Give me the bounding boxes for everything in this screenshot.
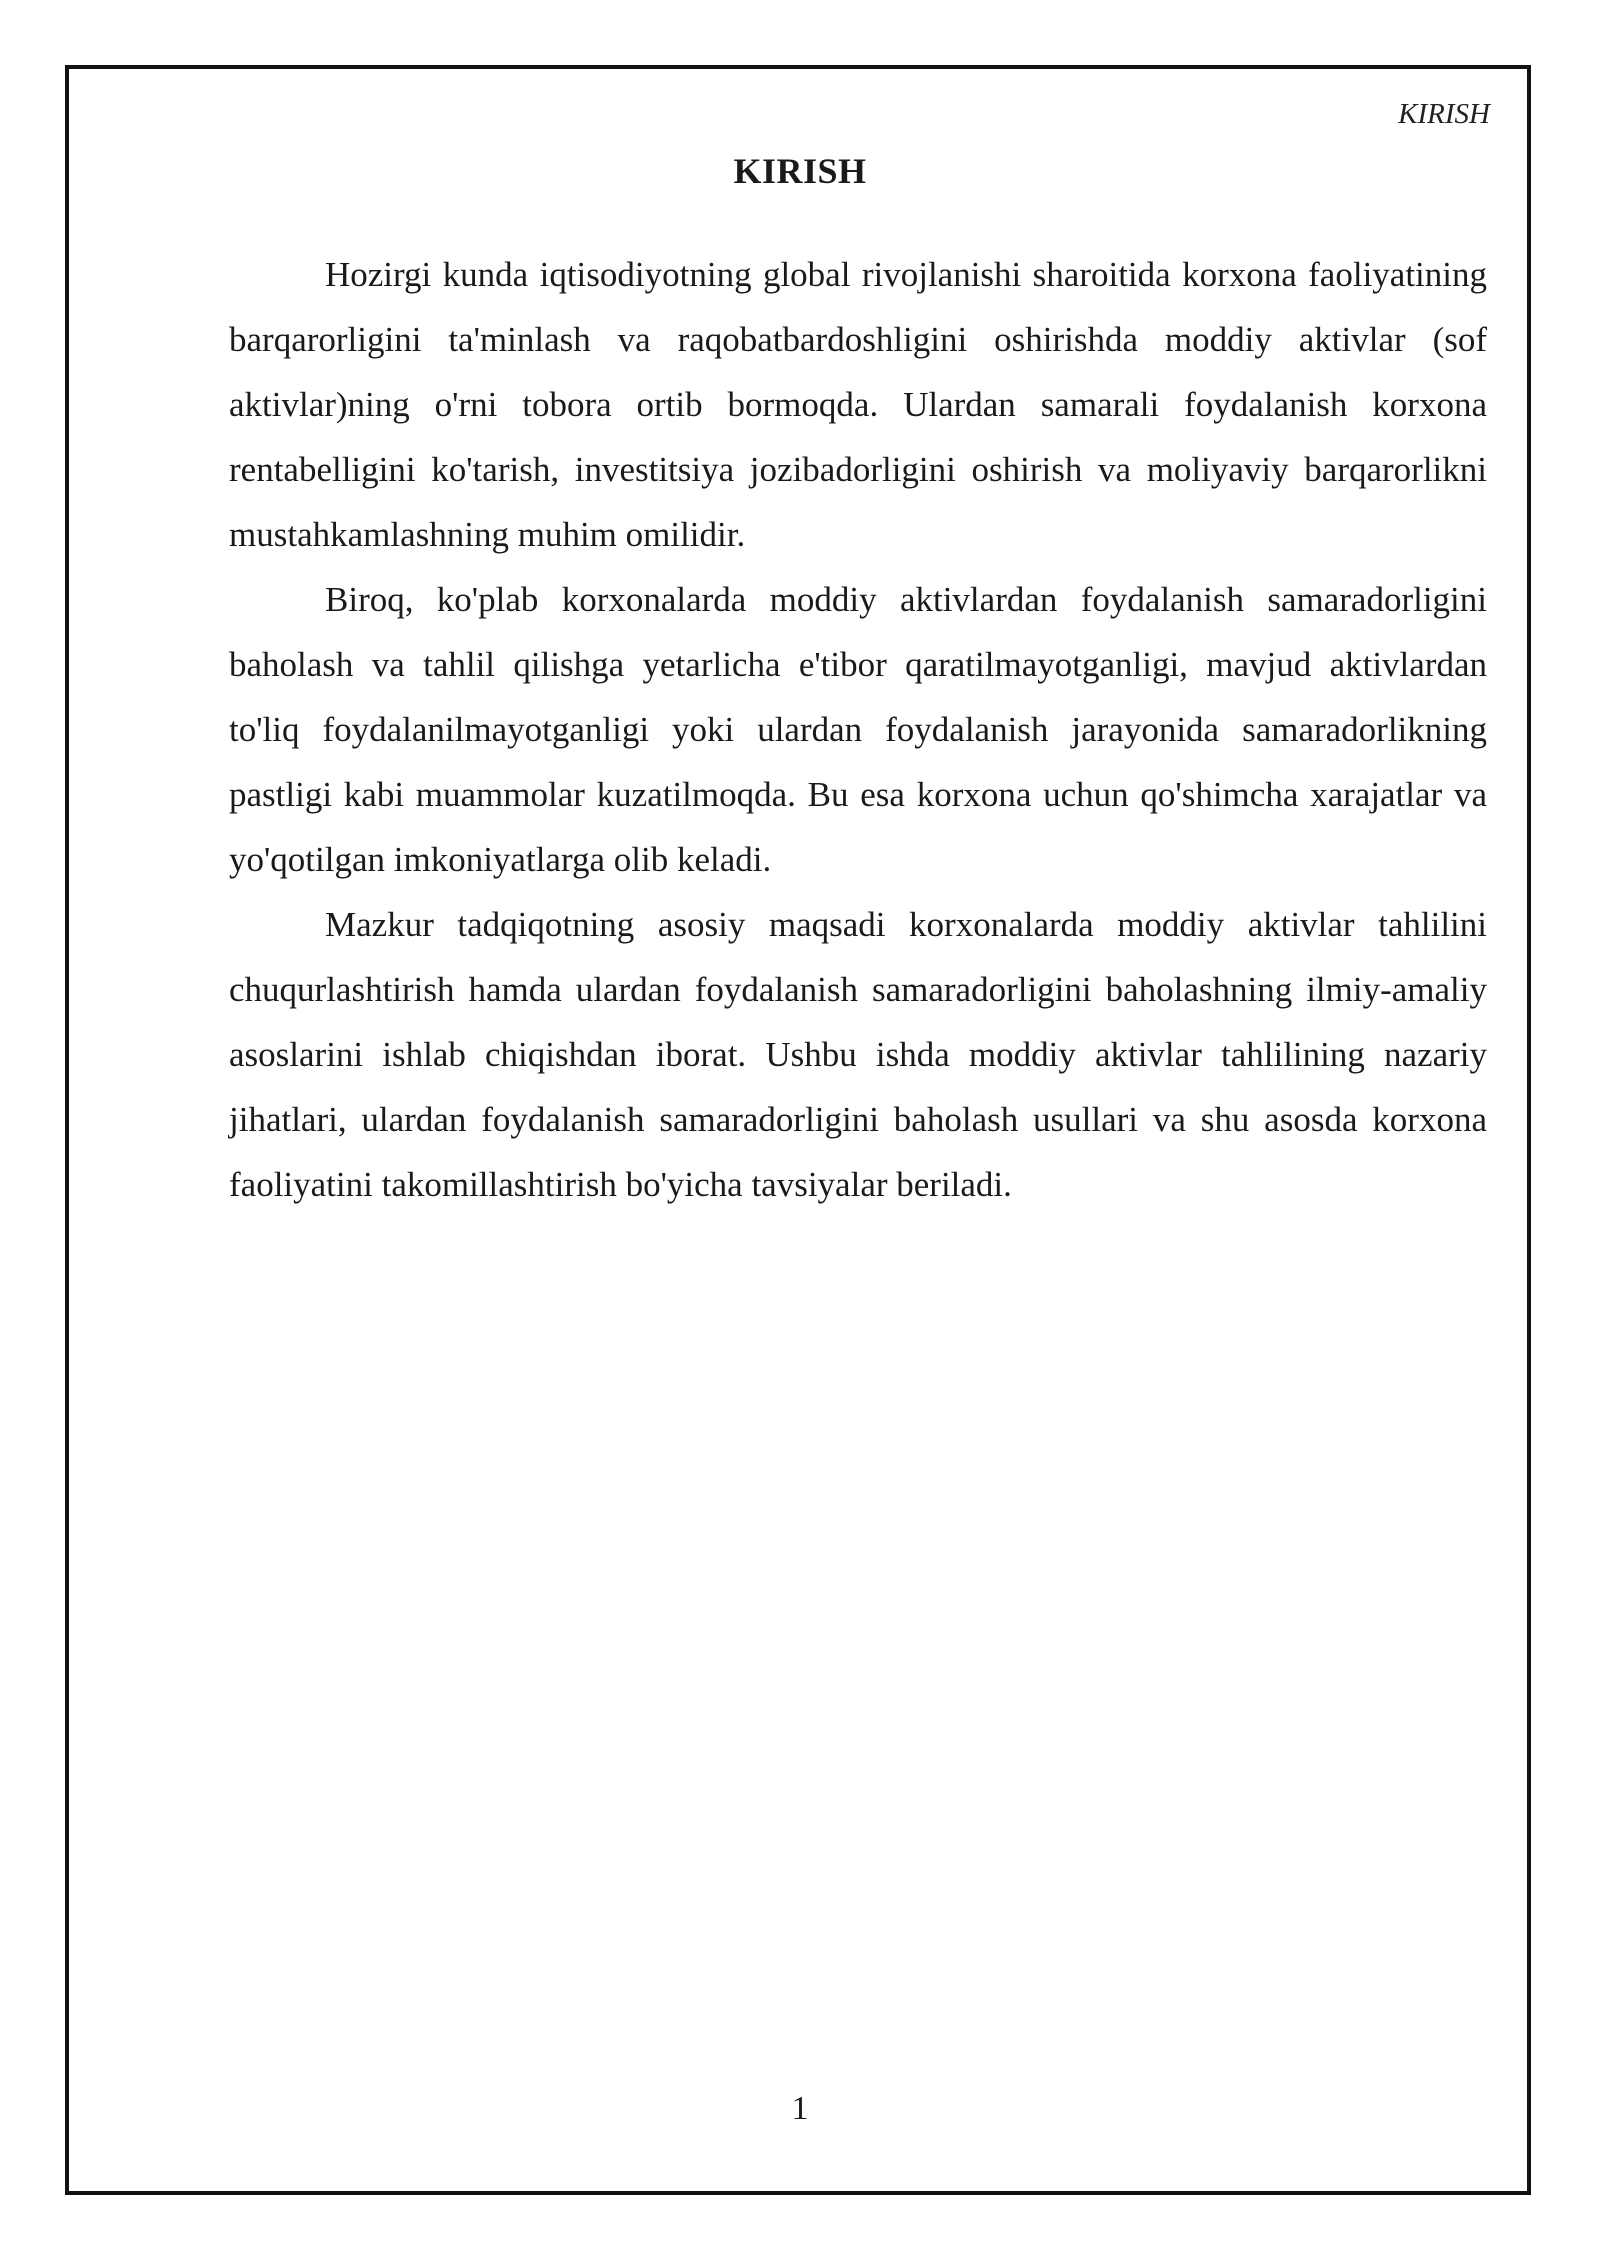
- running-header: KIRISH: [1398, 98, 1490, 130]
- page-number: 1: [791, 2090, 809, 2127]
- paragraph-2: Biroq, ko'plab korxonalarda moddiy aktivlardan foydalanish samaradorligini baholash va tahlil qilishga yetarlicha e'tibor qaratilmayotganligi, mavjud aktivlardan to'liq foydalanilmayotganligi yoki ulardan foydalanish jarayonida samaradorlikning pastligi kabi muammolar kuzatilmoqda. Bu esa korxona uchun qo'shimcha xarajatlar va yo'qotilgan imkoniyatlarga olib keladi.: [229, 580, 1487, 879]
- paragraph-1: Hozirgi kunda iqtisodiyotning global rivojlanishi sharoitida korxona faoliyatining barqarorligini ta'minlash va raqobatbardoshligini oshirishda moddiy aktivlar (sof aktivlar)ning o'rni tobora ortib bormoqda. Ulardan samarali foydalanish korxona rentabelligini ko'tarish, investitsiya jozibadorligini oshirish va moliyaviy barqarorlikni mustahkamlashning muhim omilidir.: [229, 255, 1487, 554]
- paragraph-3: Mazkur tadqiqotning asosiy maqsadi korxonalarda moddiy aktivlar tahlilini chuqurlashtirish hamda ulardan foydalanish samaradorligini baholashning ilmiy-amaliy asoslarini ishlab chiqishdan iborat. Ushbu ishda moddiy aktivlar tahlilining nazariy jihatlari, ulardan foydalanish samaradorligini baholash usullari va shu asosda korxona faoliyatini takomillashtirish bo'yicha tavsiyalar beriladi.: [229, 905, 1487, 1204]
- page-title: KIRISH: [733, 151, 867, 191]
- body-text: [229, 242, 1487, 1217]
